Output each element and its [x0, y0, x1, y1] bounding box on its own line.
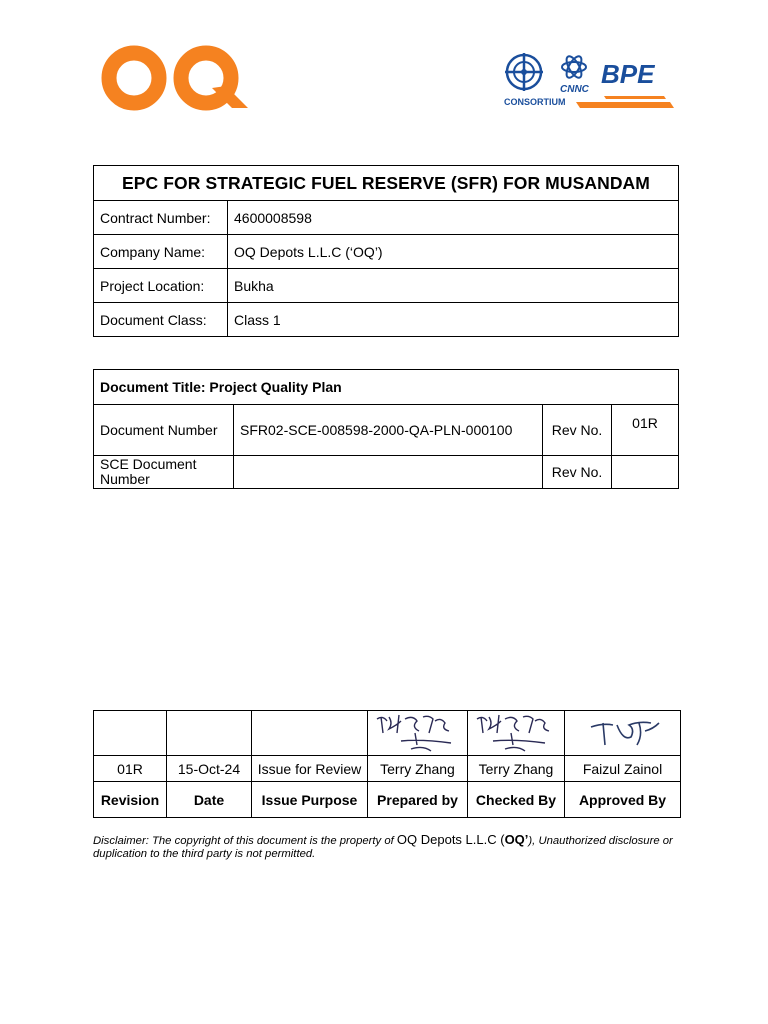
consortium-logo [498, 44, 678, 114]
revision-header: Revision [94, 782, 167, 818]
issue-purpose-header: Issue Purpose [252, 782, 368, 818]
prepared-by-signature [368, 711, 468, 756]
rev-no-value: 01R [612, 405, 679, 456]
oq-logo [100, 44, 250, 112]
checked-by-value: Terry Zhang [468, 756, 565, 782]
cnnc-text: CNNC [560, 84, 589, 95]
checked-by-signature [468, 711, 565, 756]
revision-value: 01R [94, 756, 167, 782]
prepared-by-value: Terry Zhang [368, 756, 468, 782]
sce-document-number-label: SCE Document Number [94, 456, 234, 489]
rev-no-label: Rev No. [543, 405, 612, 456]
project-info-table [93, 165, 679, 337]
disclaimer-text-1: Disclaimer: The copyright of this document is the property of [93, 835, 397, 847]
sce-document-number-value [234, 456, 543, 489]
date-header: Date [167, 782, 252, 818]
issue-purpose-value: Issue for Review [252, 756, 368, 782]
consortium-emblem-icon [505, 53, 543, 91]
cnnc-atom-icon [562, 54, 586, 80]
approved-by-header: Approved By [565, 782, 681, 818]
date-value: 15-Oct-24 [167, 756, 252, 782]
company-name-value: OQ Depots L.L.C (‘OQ’) [228, 235, 679, 269]
approved-by-value: Faizul Zainol [565, 756, 681, 782]
disclaimer [93, 833, 693, 861]
signature-icon [573, 711, 673, 755]
revision-table [93, 710, 681, 818]
purpose-sig-cell [252, 711, 368, 756]
contract-number-label: Contract Number: [94, 201, 228, 235]
signature-icon [469, 711, 563, 755]
company-name-label: Company Name: [94, 235, 228, 269]
document-class-label: Document Class: [94, 303, 228, 337]
project-location-label: Project Location: [94, 269, 228, 303]
approved-by-signature [565, 711, 681, 756]
document-title: Document Title: Project Quality Plan [94, 370, 679, 405]
sce-rev-no-label: Rev No. [543, 456, 612, 489]
document-info-table [93, 369, 679, 489]
revision-sig-cell [94, 711, 167, 756]
document-class-value: Class 1 [228, 303, 679, 337]
disclaimer-text-2: ), Unauthorized disclosure or duplication to the third party is not permitted. [93, 835, 673, 860]
document-number-value: SFR02-SCE-008598-2000-QA-PLN-000100 [234, 405, 543, 456]
contract-number-value: 4600008598 [228, 201, 679, 235]
consortium-text: CONSORTIUM [504, 97, 566, 107]
date-sig-cell [167, 711, 252, 756]
bpe-text: BPE [601, 59, 655, 89]
project-location-value: Bukha [228, 269, 679, 303]
checked-by-header: Checked By [468, 782, 565, 818]
document-number-label: Document Number [94, 405, 234, 456]
sce-rev-no-value [612, 456, 679, 489]
project-title: EPC FOR STRATEGIC FUEL RESERVE (SFR) FOR MUSANDAM [94, 166, 679, 201]
signature-icon [371, 711, 465, 755]
disclaimer-oq: OQ’ [504, 832, 529, 847]
prepared-by-header: Prepared by [368, 782, 468, 818]
disclaimer-company: OQ Depots L.L.C ( [396, 832, 505, 847]
